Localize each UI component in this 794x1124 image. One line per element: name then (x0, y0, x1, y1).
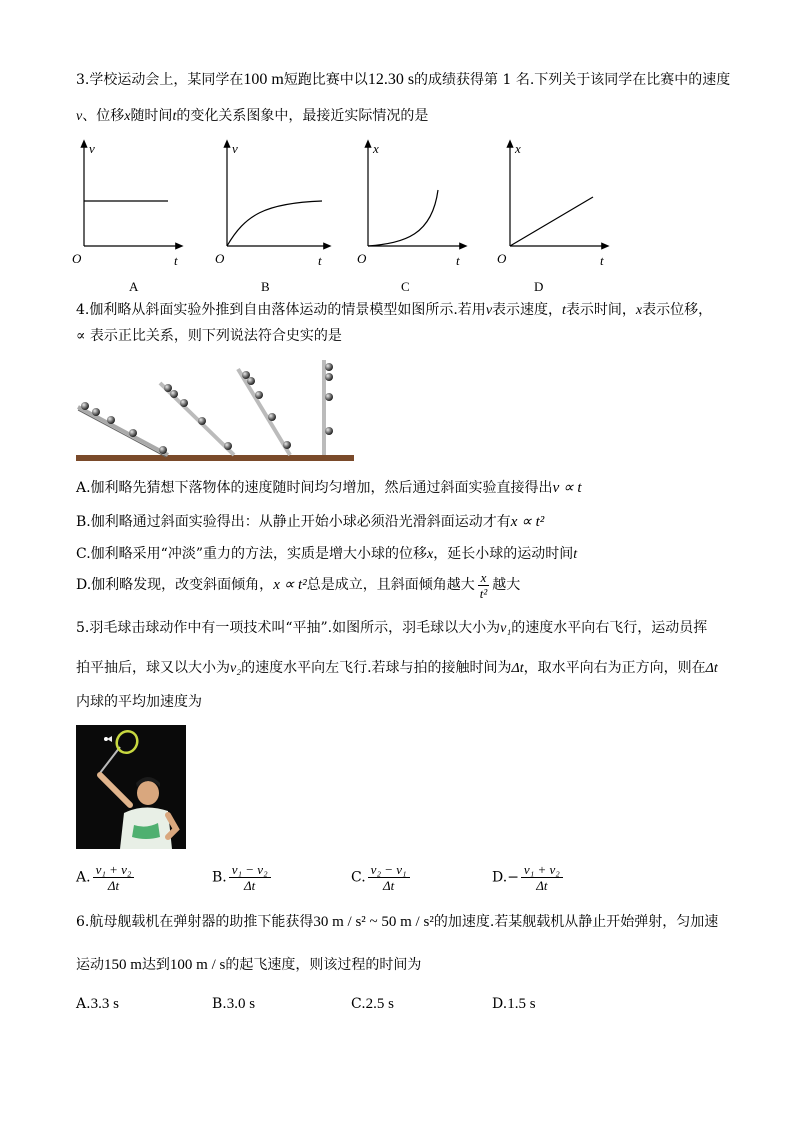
q6-takeoff-speed: 100 m / s (169, 957, 226, 973)
q6-option-c[interactable] (351, 996, 394, 1013)
q6-text: 的加速度.若某舰载机从静止开始弹射，匀加速 (433, 914, 719, 930)
q6-option-c-value: 2.5 s (365, 996, 395, 1012)
graph-b-label: B (261, 279, 270, 294)
q5-option-a-label: A. (76, 869, 91, 886)
q3-distance: 100 m (243, 71, 284, 88)
q3-text: 的变化关系图象中，最接近实际情况的是 (176, 108, 429, 124)
q5-option-d-sign: − (507, 869, 519, 886)
q4-var-t: t (562, 303, 566, 318)
q3-var-x: x (124, 109, 131, 124)
q6-option-b-value: 3.0 s (226, 996, 256, 1012)
graph-d[interactable] (497, 141, 606, 294)
q5-var-v2: v₂ (230, 661, 242, 676)
q5-text: ，取水平向右为正方向，则在 (523, 660, 706, 676)
q5-option-a-fraction (93, 862, 135, 893)
graph-c-origin: O (357, 251, 367, 266)
q5-option-b[interactable] (212, 862, 273, 893)
q6-stem-line2 (76, 955, 421, 975)
q5-option-c-fraction (368, 862, 410, 893)
q5-text: 拍平抽后，球又以大小为 (76, 660, 230, 676)
q6-option-d[interactable] (492, 996, 536, 1013)
graph-b[interactable] (215, 141, 328, 294)
q5-option-c[interactable] (351, 862, 412, 893)
fraction-numerator: v₁ + v₂ (521, 862, 563, 878)
q4-var-x: x (426, 547, 434, 562)
q5-stem-line2 (76, 658, 718, 679)
q5-var-dt: Δt (705, 661, 718, 676)
fraction-numerator: v₁ − v₂ (229, 862, 271, 878)
q3-stem-line1 (76, 70, 730, 90)
graph-a-xaxis-label: t (174, 253, 178, 268)
q3-text: 的成绩获得第 1 名.下列关于该同学在比赛中的速度 (414, 72, 731, 88)
graph-c-yaxis-label: x (373, 141, 379, 156)
q3-text: 3.学校运动会上，某同学在 (76, 72, 244, 88)
q6-option-a[interactable] (76, 996, 119, 1013)
q6-option-d-value: 1.5 s (507, 996, 536, 1012)
q4-text: 表示速度， (492, 302, 563, 318)
q6-option-a-value: 3.3 s (90, 996, 119, 1012)
fraction-numerator: x (478, 570, 490, 586)
q5-var-v1: v₁ (500, 621, 512, 636)
q4-option-a-formula: v ∝ t (552, 480, 582, 496)
q4-var-t: t (573, 547, 578, 562)
q3-time: 12.30 s (367, 71, 415, 88)
q5-option-c-label: C. (351, 869, 366, 886)
q4-option-a-text: A.伽利略先猜想下落物体的速度随时间均匀增加，然后通过斜面实验直接得出 (76, 480, 553, 496)
q4-option-a[interactable] (76, 478, 582, 498)
q5-option-b-fraction (229, 862, 271, 893)
q4-text: 表示时间， (565, 302, 636, 318)
graph-d-xaxis-label: t (600, 253, 604, 268)
graph-a-label: A (129, 279, 139, 294)
graph-b-xaxis-label: t (318, 253, 322, 268)
fraction-numerator: v₂ − v₁ (368, 862, 410, 878)
graph-d-label: D (534, 279, 544, 294)
q5-option-a[interactable] (76, 862, 136, 893)
q4-option-b-text: B.伽利略通过斜面实验得出：从静止开始小球必须沿光滑斜面运动才有 (76, 514, 511, 530)
q4-option-d-text: 总是成立，且斜面倾角越大 (306, 577, 475, 593)
fraction-denominator: t² (479, 585, 488, 601)
q5-option-d-label: D. (492, 869, 508, 886)
q5-var-dt: Δt (511, 661, 524, 676)
q5-text: 5.羽毛球击球动作中有一项技术叫“平抽”.如图所示，羽毛球以大小为 (76, 620, 501, 636)
q6-option-b[interactable] (212, 996, 255, 1013)
q4-option-d-formula: x ∝ t² (273, 577, 307, 593)
q6-option-c-label: C. (351, 996, 366, 1012)
q4-text: 4.伽利略从斜面实验外推到自由落体运动的情景模型如图所示.若用 (76, 302, 486, 318)
q4-var-v: v (485, 303, 493, 318)
q4-option-c-text: ，延长小球的运动时间 (433, 546, 574, 562)
graph-a[interactable] (72, 141, 180, 294)
q3-graphs (60, 135, 620, 295)
q6-acceleration-range: 30 m / s² ~ 50 m / s² (313, 914, 434, 930)
graph-d-yaxis-label: x (515, 141, 521, 156)
q6-text: 运动 (76, 957, 104, 973)
q5-stem-line3: 内球的平均加速度为 (76, 694, 202, 710)
q3-text: 随时间 (130, 108, 173, 124)
q6-text: 达到 (141, 957, 170, 973)
q4-option-b[interactable] (76, 512, 544, 532)
q4-option-b-formula: x ∝ t² (510, 514, 545, 530)
graph-a-yaxis-label: v (89, 141, 95, 156)
q4-option-d[interactable] (76, 568, 520, 602)
q3-text: 短跑比赛中以 (283, 72, 368, 88)
fraction-denominator: Δt (107, 878, 120, 893)
q5-option-b-label: B. (212, 869, 227, 886)
q4-option-d-text: 越大 (492, 577, 521, 593)
q5-text: 的速度水平向左飞行.若球与拍的接触时间为 (241, 660, 512, 676)
q3-var-t: t (172, 109, 177, 124)
graph-c-xaxis-label: t (456, 253, 460, 268)
q3-stem-line2 (76, 106, 428, 127)
galileo-incline-figure (76, 355, 356, 465)
graph-d-origin: O (497, 251, 507, 266)
q6-stem-line1 (76, 912, 718, 932)
q3-var-v: v (76, 109, 83, 124)
q4-option-c-text: C.伽利略采用“冲淡”重力的方法，实质是增大小球的位移 (76, 546, 427, 562)
q6-option-a-label: A. (76, 996, 91, 1012)
q5-option-d-fraction (521, 862, 563, 893)
q6-text: 的起飞速度，则该过程的时间为 (225, 957, 422, 973)
badminton-player-photo (76, 725, 186, 849)
graph-c-label: C (401, 279, 410, 294)
graph-b-origin: O (215, 251, 225, 266)
fraction-denominator: Δt (244, 878, 256, 893)
q4-text: 表示位移， (642, 302, 713, 318)
q5-option-d[interactable] (492, 862, 565, 893)
q6-option-d-label: D. (492, 996, 508, 1012)
fraction-denominator: Δt (382, 878, 395, 893)
q4-stem-line1 (76, 300, 712, 321)
q4-option-d-text: D.伽利略发现，改变斜面倾角， (76, 577, 274, 593)
q5-text: 的速度水平向右飞行，运动员挥 (511, 620, 708, 636)
q6-distance: 150 m (104, 957, 142, 973)
fraction-numerator: v₁ + v₂ (93, 862, 135, 878)
q5-stem-line1 (76, 618, 707, 639)
graph-a-origin: O (72, 251, 82, 266)
q6-text: 6.航母舰载机在弹射器的助推下能获得 (76, 914, 314, 930)
q4-stem-line2: ∝ 表示正比关系，则下列说法符合史实的是 (76, 328, 342, 344)
q3-text: 、位移 (82, 108, 125, 124)
q6-option-b-label: B. (212, 996, 227, 1012)
graph-c[interactable] (357, 141, 464, 294)
graph-b-yaxis-label: v (232, 141, 238, 156)
q4-option-d-fraction (477, 570, 491, 601)
fraction-denominator: Δt (536, 878, 548, 893)
q4-option-c[interactable] (76, 544, 577, 565)
q4-var-x: x (635, 303, 643, 318)
